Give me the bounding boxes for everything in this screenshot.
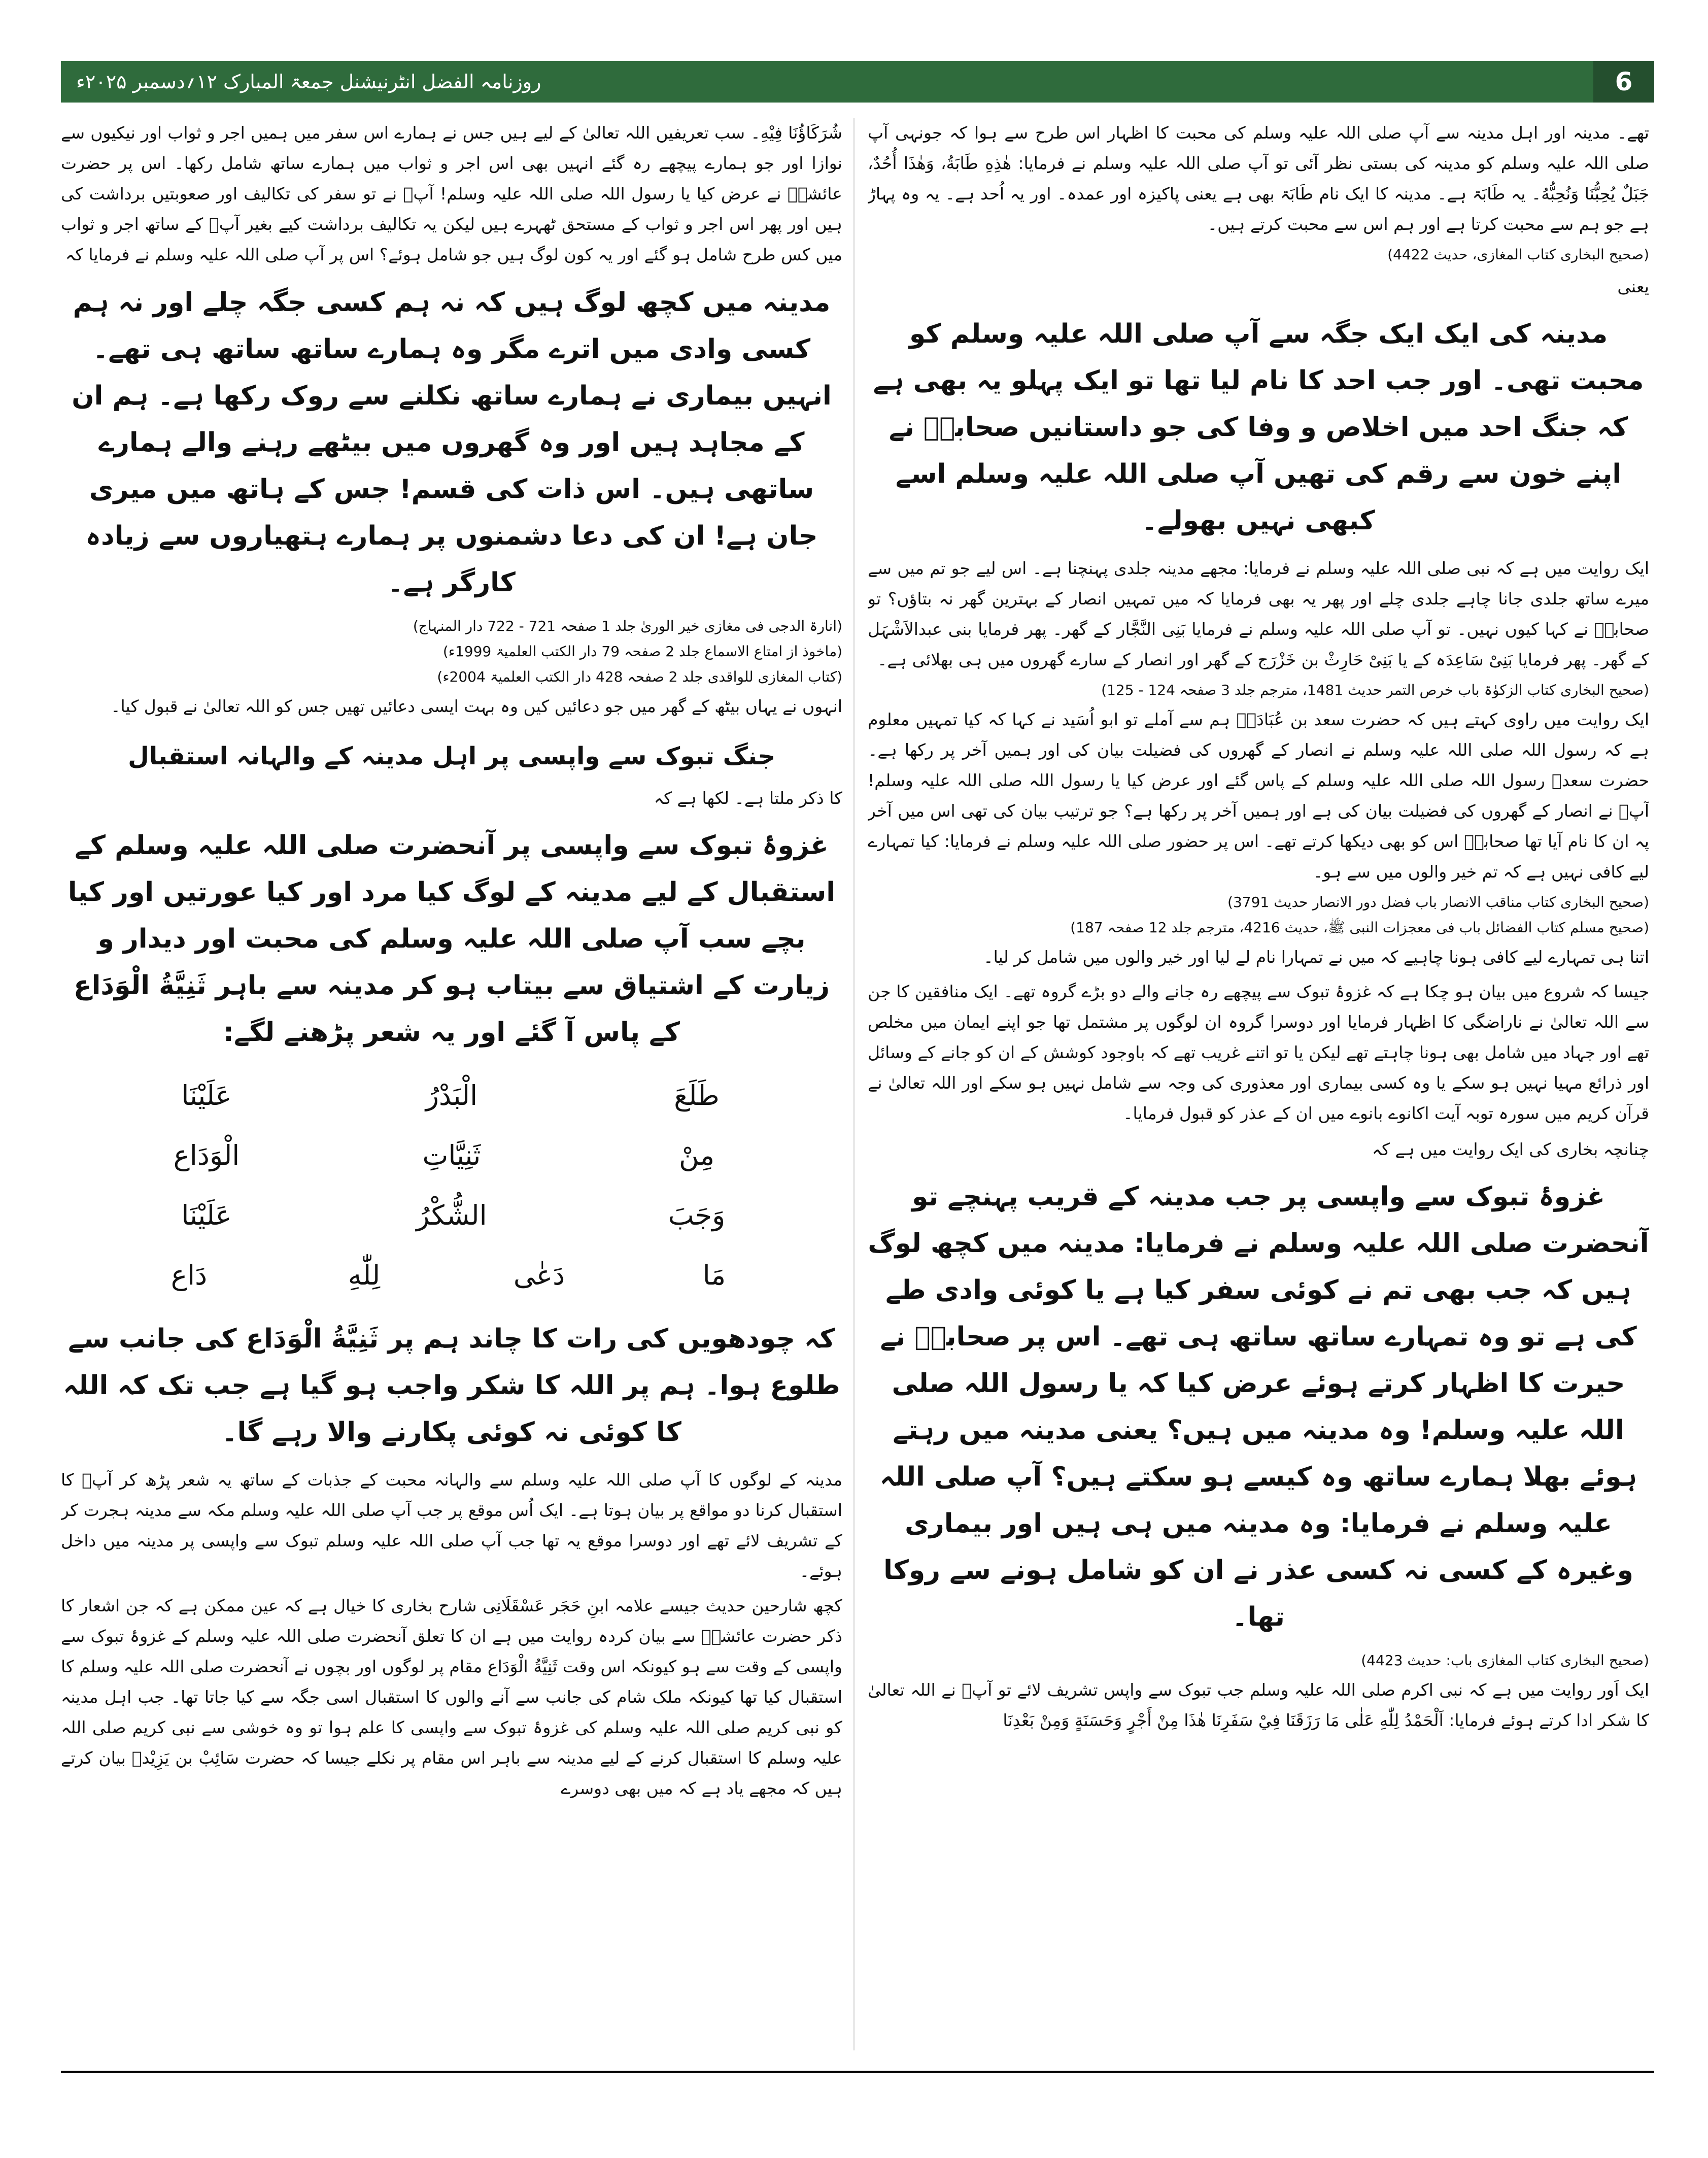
poem-word: الْبَدْرُ xyxy=(425,1080,478,1111)
highlighted-quote: مدینہ میں کچھ لوگ ہیں کہ نہ ہم کسی جگہ چلے اور نہ ہم کسی وادی میں اترے مگر وہ ہمارے ساتھ ساتھ ہی تھے۔ انہیں بیماری نے ہمارے ساتھ نکلنے سے روک رکھا ہے۔ ہم ان کے مجاہد ہیں اور وہ گھروں میں بیٹھے رہنے والے ہمارے ساتھی ہیں۔ اس ذات کی قسم! جس کے ہاتھ میں میری جان ہے! ان کی دعا دشمنوں پر ہمارے ہتھیاروں سے زیادہ کارگر ہے۔ xyxy=(72,287,832,598)
reference: (صحیح البخاری کتاب الزکوٰۃ باب خرص التمر حدیث 1481، مترجم جلد 3 صفحہ 124 - 125) xyxy=(1101,682,1649,698)
highlighted-quote: غزوۂ تبوک سے واپسی پر جب مدینہ کے قریب پہنچے تو آنحضرت صلی اللہ علیہ وسلم نے فرمایا: مدینہ میں کچھ لوگ ہیں کہ جب بھی تم نے کوئی سفر کیا ہے یا کوئی وادی طے کی ہے تو وہ تمہارے ساتھ ساتھ ہی تھے۔ اس پر صحابہؓ نے حیرت کا اظہار کرتے ہوئے عرض کیا کہ یا رسول اللہ صلی اللہ علیہ وسلم! وہ مدینہ میں ہیں؟ یعنی مدینہ میں رہتے ہوئے بھلا ہمارے ساتھ وہ کیسے ہو سکتے ہیں؟ آپ صلی اللہ علیہ وسلم نے فرمایا: وہ مدینہ میں ہی ہیں اور بیماری وغیرہ کے کسی نہ کسی عذر نے ان کو شامل ہونے سے روکا تھا۔ xyxy=(868,1182,1649,1632)
column-divider xyxy=(853,118,855,2050)
reference: (صحیح البخاری کتاب مناقب الانصار باب فضل دور الانصار حدیث 3791) xyxy=(1227,894,1649,911)
reference: (صحیح مسلم کتاب الفضائل باب فی معجزات النبی ﷺ، حدیث 4216، مترجم جلد 12 صفحہ 187) xyxy=(1070,919,1649,936)
left-column xyxy=(61,118,842,2050)
label: یعنی xyxy=(1617,277,1649,296)
poem-word: عَلَيْنَا xyxy=(181,1080,232,1111)
poem-word: مَا xyxy=(702,1259,726,1291)
paragraph: ایک اَور روایت میں ہے کہ نبی اکرم صلی اللہ علیہ وسلم جب تبوک سے واپس تشریف لائے تو آپؐ نے اللہ تعالیٰ کا شکر ادا کرتے ہوئے فرمایا: اَلْحَمْدُ لِلّٰهِ عَلٰى مَا رَزَقَنَا فِيْ سَفَرِنَا هٰذَا مِنْ أَجْرٍ وَحَسَنَةٍ وَمِنْ بَعْدِنَا xyxy=(868,1680,1649,1730)
reference: (ماخوذ از امتاع الاسماع جلد 2 صفحہ 79 دار الکتب العلمیۃ 1999ء) xyxy=(442,643,842,660)
poem-word: الْوَدَاع xyxy=(173,1139,240,1171)
page-header xyxy=(61,61,1654,103)
poem-line xyxy=(101,1126,802,1186)
highlighted-quote: کہ چودھویں کی رات کا چاند ہم پر ثَنِيَّةُ الْوَدَاع کی جانب سے طلوع ہوا۔ ہم پر اللہ کا شکر واجب ہو گیا ہے جب تک کہ اللہ کا کوئی نہ کوئی پکارنے والا رہے گا۔ xyxy=(63,1324,840,1447)
label: چنانچہ بخاری کی ایک روایت میں ہے کہ xyxy=(1372,1139,1649,1159)
section-heading: جنگ تبوک سے واپسی پر اہل مدینہ کے والہانہ استقبال xyxy=(128,742,775,770)
poem-word: الشُّكْرُ xyxy=(416,1199,487,1231)
reference: (صحیح البخاری کتاب المغازی، حدیث 4422) xyxy=(1387,246,1649,263)
paragraph: ایک روایت میں راوی کہتے ہیں کہ حضرت سعد بن عُبَادَہؓ ہم سے آملے تو ابو اُسَید نے کہا کہ کیا تمہیں معلوم ہے کہ رسول اللہ صلی اللہ علیہ وسلم نے انصار کے گھروں کی فضیلت بیان کی اور ہمیں آخر پر رکھا ہے۔ حضرت سعدؓ رسول اللہ صلی اللہ علیہ وسلم کے پاس گئے اور عرض کیا یا رسول اللہ صلی اللہ علیہ وسلم! آپؐ نے انصار کے گھروں کی فضیلت بیان کی ہے اور ہمیں آخر پر رکھا ہے؟ جو ترتیب بیان کی تھی اس میں آخر پہ ان کا نام آیا تھا صحابہؓ اس کو بھی دیکھا کرتے تھے۔ اس پر حضور صلی اللہ علیہ وسلم نے فرمایا: کیا تمہارے لیے کافی نہیں ہے کہ تم خیر والوں میں سے ہو۔ xyxy=(868,710,1649,882)
footer-rule xyxy=(61,2071,1654,2073)
paragraph: جیسا کہ شروع میں بیان ہو چکا ہے کہ غزوۂ تبوک سے پیچھے رہ جانے والے دو بڑے گروہ تھے۔ ایک منافقین کا جن سے اللہ تعالیٰ نے ناراضگی کا اظہار فرمایا اور دوسرا گروہ ان لوگوں پر مشتمل تھا جو اپنے ایمان میں مخلص تھے اور جہاد میں شامل بھی ہونا چاہتے تھے لیکن یا تو اتنے غریب تھے کہ باوجود کوشش کے ان کو جانے کے وسائل اور ذرائع مہیا نہیں ہو سکے یا وہ کسی بیماری اور معذوری کی وجہ سے شامل نہیں ہو سکے اور اللہ تعالیٰ نے قرآن کریم میں سورہ توبہ آیت اکانوے بانوے میں ان کے عذر کو قبول فرمایا۔ xyxy=(868,982,1649,1123)
paragraph: اتنا ہی تمہارے لیے کافی ہونا چاہیے کہ میں نے تمہارا نام لے لیا اور خیر والوں میں شامل کر لیا۔ xyxy=(983,947,1649,967)
paragraph: شُرَكَاؤُنَا فِيْهِ۔ سب تعریفیں اللہ تعالیٰ کے لیے ہیں جس نے ہمارے اس سفر میں ہمیں اجر و ثواب اور نیکیوں سے نوازا اور جو ہمارے پیچھے رہ گئے انہیں بھی اس اجر و ثواب میں ہمارے ساتھ شامل رکھا۔ اس پر حضرت عائشہؓ نے عرض کیا یا رسول اللہ صلی اللہ علیہ وسلم! آپؐ نے تو سفر کی تکالیف اور صعوبتیں برداشت کی ہیں اور پھر اس اجر و ثواب کے مستحق ٹھہرے ہیں لیکن یہ تکالیف برداشت کیے بغیر آپؐ کے ساتھ اجر و ثواب میں کس طرح شامل ہو گئے اور یہ کون لوگ ہیں جو شامل ہوئے؟ اس پر آپ صلی اللہ علیہ وسلم نے فرمایا کہ xyxy=(61,123,842,264)
paragraph: ایک روایت میں ہے کہ نبی صلی اللہ علیہ وسلم نے فرمایا: مجھے مدینہ جلدی پہنچنا ہے۔ اس لیے جو تم میں سے میرے ساتھ جلدی جانا چاہے جلدی چلے اور پھر یہ بھی فرمایا کہ میں تمہیں انصار کے بہترین گھر نہ بتاؤں؟ تو صحابہؓ نے کہا کیوں نہیں۔ تو آپ صلی اللہ علیہ وسلم نے فرمایا بَنِی النَّجَّار کے گھر۔ پھر فرمایا بنی عبدالاَشْہَل کے گھر۔ پھر فرمایا بَنِیْ سَاعِدَہ کے یا بَنِیْ حَارِثْ بن خَزْرَج کے گھر اور انصار کے سارے گھروں میں ہی بھلائی ہے۔ xyxy=(868,558,1649,669)
poem xyxy=(101,1066,802,1305)
right-column xyxy=(868,118,1649,2050)
poem-word: طَلَعَ xyxy=(674,1080,720,1111)
poem-word: مِنْ xyxy=(678,1139,715,1171)
reference: (انارۃ الدجی فی مغازی خیر الوریٰ جلد 1 صفحہ 721 - 722 دار المنہاج) xyxy=(413,618,842,634)
poem-word: عَلَيْنَا xyxy=(181,1199,232,1231)
newspaper-title: روزنامہ الفضل انٹرنیشنل جمعۃ المبارک ۱۲؍دسمبر ۲۰۲۵ء xyxy=(76,71,541,93)
highlighted-quote: مدینہ کی ایک ایک جگہ سے آپ صلی اللہ علیہ وسلم کو محبت تھی۔ اور جب احد کا نام لیا تھا تو ایک پہلو یہ بھی ہے کہ جنگ احد میں اخلاص و وفا کی جو داستانیں صحابہؓ نے اپنے خون سے رقم کی تھیں آپ صلی اللہ علیہ وسلم اسے کبھی نہیں بھولے۔ xyxy=(873,319,1644,536)
paragraph: مدینہ کے لوگوں کا آپ صلی اللہ علیہ وسلم سے والہانہ محبت کے جذبات کے ساتھ یہ شعر پڑھ کر آپؐ کا استقبال کرنا دو مواقع پر بیان ہوتا ہے۔ ایک اُس موقع پر جب آپ صلی اللہ علیہ وسلم مکہ سے مدینہ ہجرت کر کے تشریف لائے تھے اور دوسرا موقع یہ تھا جب آپ صلی اللہ علیہ وسلم تبوک سے واپسی پر مدینہ میں داخل ہوئے۔ xyxy=(61,1470,842,1581)
poem-word: ثَنِيَّاتِ xyxy=(422,1139,481,1171)
paragraph: انہوں نے یہاں بیٹھ کے گھر میں جو دعائیں کیں وہ بہت ایسی دعائیں تھیں جس کو اللہ تعالیٰ نے قبول کیا۔ xyxy=(111,696,842,716)
poem-line xyxy=(101,1066,802,1126)
poem-word: لِلّٰهِ xyxy=(348,1259,381,1291)
reference: (صحیح البخاری کتاب المغازی باب: حدیث 4423) xyxy=(1361,1652,1649,1669)
label: کا ذکر ملتا ہے۔ لکھا ہے کہ xyxy=(654,788,842,808)
poem-word: دَعٰى xyxy=(513,1259,565,1291)
paragraph: تھے۔ مدینہ اور اہل مدینہ سے آپ صلی اللہ علیہ وسلم کی محبت کا اظہار اس طرح سے ہوا کہ جونہی آپ صلی اللہ علیہ وسلم کو مدینہ کی بستی نظر آئی تو آپ صلی اللہ علیہ وسلم نے فرمایا: هٰذِهِ طَابَةُ، وَهٰذَا أُحُدٌ، جَبَلٌ يُحِبُّنَا وَنُحِبُّهُ۔ یہ طَابَۃ ہے۔ مدینہ کا ایک نام طَابَۃ بھی ہے یعنی پاکیزہ اور عمدہ۔ اور یہ اُحد ہے۔ یہ وہ پہاڑ ہے جو ہم سے محبت کرتا ہے اور ہم اس سے محبت کرتے ہیں۔ xyxy=(868,123,1649,234)
reference: (کتاب المغازی للواقدی جلد 2 صفحہ 428 دار الکتب العلمیۃ 2004ء) xyxy=(437,668,842,685)
poem-word: وَجَبَ xyxy=(668,1199,726,1231)
highlighted-quote: غزوۂ تبوک سے واپسی پر آنحضرت صلی اللہ علیہ وسلم کے استقبال کے لیے مدینہ کے لوگ کیا مرد اور کیا عورتیں اور کیا بچے سب آپ صلی اللہ علیہ وسلم کی محبت اور دیدار و زیارت کے اشتیاق سے بیتاب ہو کر مدینہ سے باہر ثَنِيَّةُ الْوَدَاع کے پاس آ گئے اور یہ شعر پڑھنے لگے: xyxy=(67,830,836,1048)
poem-word: دَاع xyxy=(170,1259,208,1291)
page-number: 6 xyxy=(1593,61,1654,103)
poem-line xyxy=(101,1186,802,1245)
poem-line xyxy=(101,1245,802,1305)
paragraph: کچھ شارحین حدیث جیسے علامہ ابنِ حَجَر عَسْقَلَانِی شارح بخاری کا خیال ہے کہ عین ممکن ہے کہ جن اشعار کا ذکر حضرت عائشہؓ سے بیان کردہ روایت میں ہے ان کا تعلق آنحضرت صلی اللہ علیہ وسلم کے غزوۂ تبوک سے واپسی کے وقت سے ہو کیونکہ اس وقت ثَنِيَّةُ الْوَدَاع مقام پر لوگوں اور بچوں نے آنحضرت صلی اللہ علیہ وسلم کا استقبال کیا تھا کیونکہ ملک شام کی جانب سے آنے والوں کا استقبال اسی جگہ سے کیا جاتا تھا۔ جب اہل مدینہ کو نبی کریم صلی اللہ علیہ وسلم کی غزوۂ تبوک سے واپسی کا علم ہوا تو وہ خوشی سے نبی کریم صلی اللہ علیہ وسلم کا استقبال کرنے کے لیے مدینہ سے باہر اس مقام پر نکلے جیسا کہ حضرت سَائِبْ بن یَزِیْدؓ بیان کرتے ہیں کہ مجھے یاد ہے کہ میں بھی دوسرے xyxy=(61,1596,842,1798)
